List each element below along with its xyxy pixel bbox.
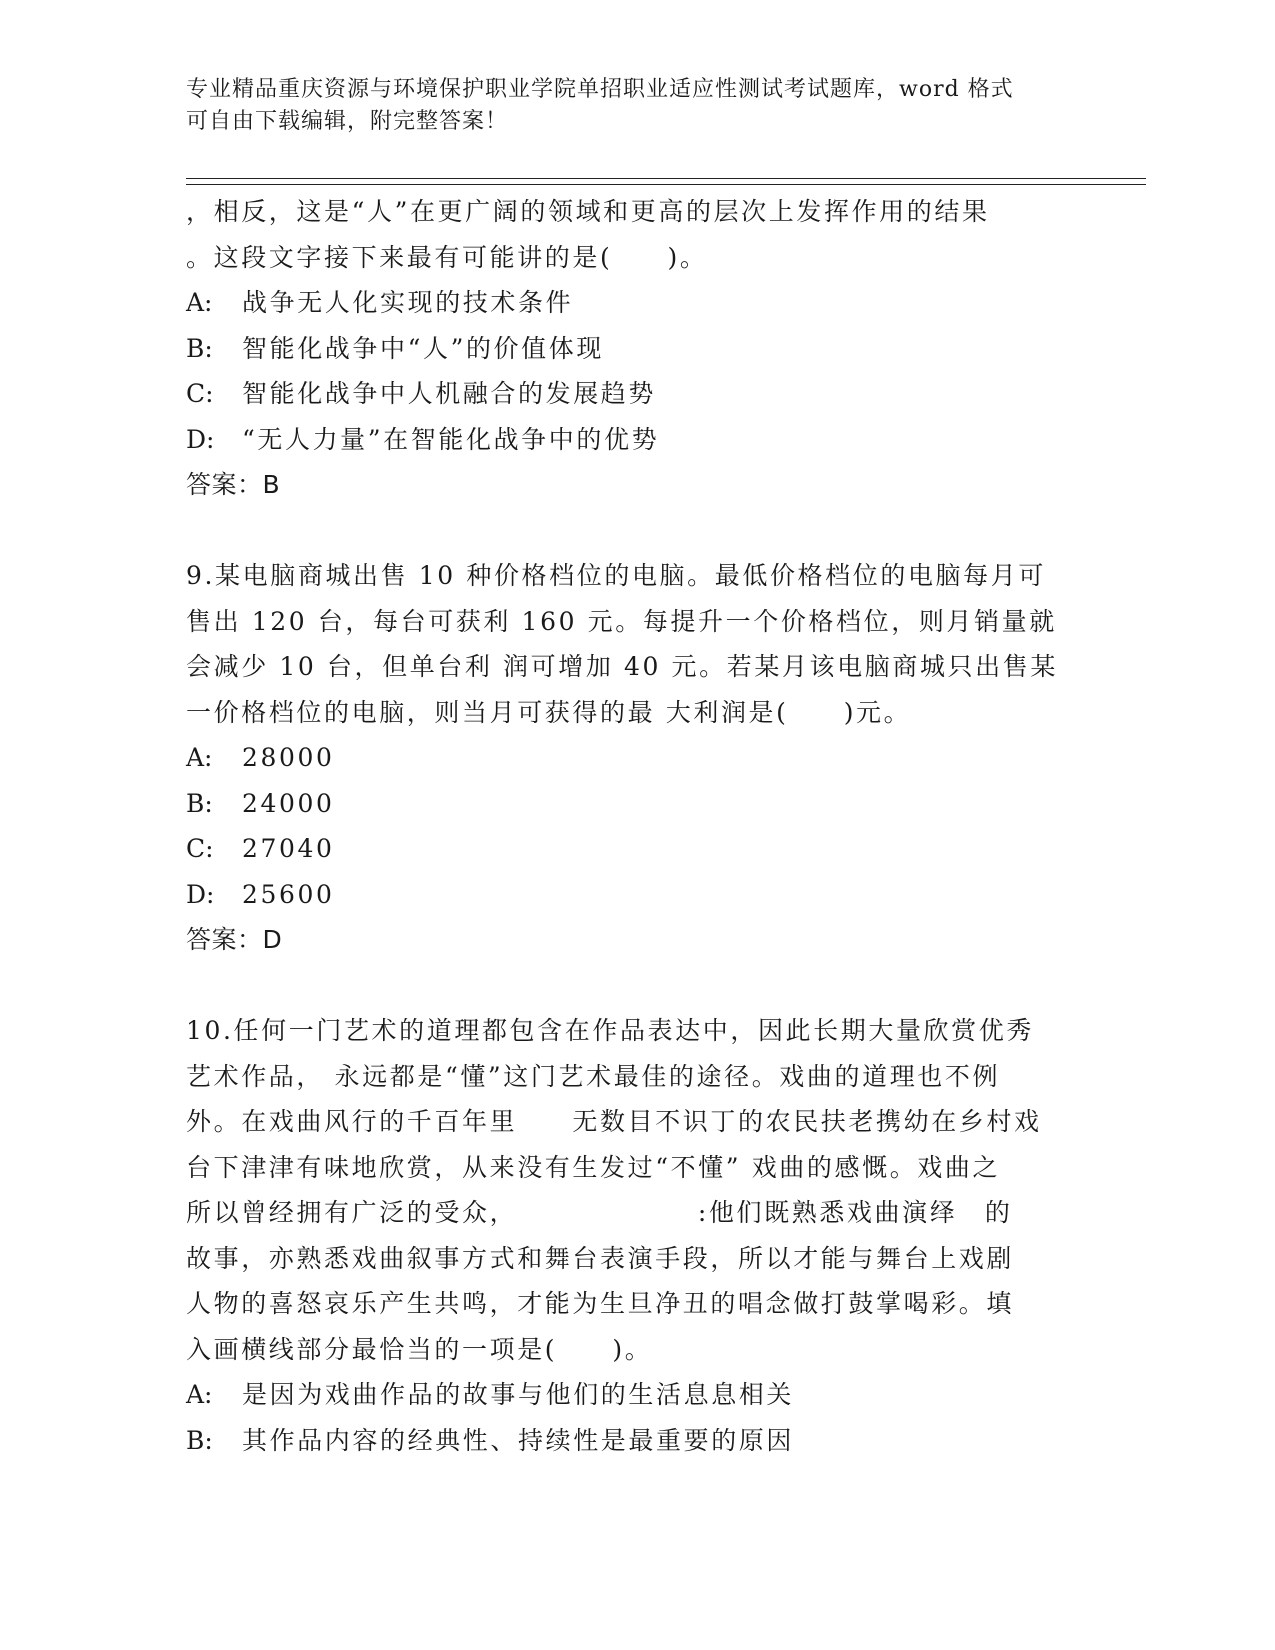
option-label: C: xyxy=(186,379,214,408)
question-text-line: ，相反，这是“人”在更广阔的领域和更高的层次上发挥作用的结果 xyxy=(186,197,990,226)
option-label: A: xyxy=(186,288,213,317)
document-body xyxy=(186,189,1066,1463)
question-text-line: 外。在戏曲风行的千百年里 无数目不识丁的农民扶老携幼在乡村戏 xyxy=(186,1107,1042,1136)
question-text-line: 售出 120 台，每台可获利 160 元。每提升一个价格档位，则月销量就 xyxy=(186,606,1057,636)
question-text-line: 。这段文字接下来最有可能讲的是( )。 xyxy=(186,242,708,272)
option-d xyxy=(186,872,1066,918)
question-text-line: 艺术作品， 永远都是“懂”这门艺术最佳的途径。戏曲的道理也不例 xyxy=(186,1061,1001,1091)
header-line-2: 可自由下载编辑，附完整答案！ xyxy=(186,109,509,134)
option-label: C: xyxy=(186,834,214,863)
spacer xyxy=(186,963,1066,1009)
option-text: 25600 xyxy=(242,879,335,909)
option-label: B: xyxy=(186,333,213,363)
option-label: D: xyxy=(186,879,215,909)
option-b xyxy=(186,326,1066,372)
option-label: A: xyxy=(186,1380,213,1409)
option-d xyxy=(186,417,1066,463)
question-text-line: 所以曾经拥有广泛的受众， :他们既熟悉戏曲演绎 的 xyxy=(186,1198,1013,1227)
question-text-line: 台下津津有味地欣赏，从来没有生发过“不懂” 戏曲的感慨。戏曲之 xyxy=(186,1152,1001,1182)
question-text-line: 9.某电脑商城出售 10 种价格档位的电脑。最低价格档位的电脑每月可 xyxy=(186,561,1046,590)
option-label: D: xyxy=(186,424,215,454)
question-8 xyxy=(186,189,1066,508)
option-text: 其作品内容的经典性、持续性是最重要的原因 xyxy=(242,1425,795,1455)
option-a xyxy=(186,735,1066,781)
question-text-line: 人物的喜怒哀乐产生共鸣，才能为生旦净丑的唱念做打鼓掌喝彩。填 xyxy=(186,1289,1015,1318)
question-9 xyxy=(186,553,1066,963)
option-label: B: xyxy=(186,1425,213,1455)
option-text: 智能化战争中人机融合的发展趋势 xyxy=(242,379,657,408)
option-c xyxy=(186,371,1066,417)
option-text: 战争无人化实现的技术条件 xyxy=(242,288,574,317)
option-b xyxy=(186,1418,1066,1464)
header-divider xyxy=(186,178,1146,185)
option-text: 24000 xyxy=(242,788,335,818)
option-a xyxy=(186,280,1066,326)
option-a xyxy=(186,1372,1066,1418)
option-text: 智能化战争中“人”的价值体现 xyxy=(242,333,604,363)
question-text-line: 一价格档位的电脑，则当月可获得的最 大利润是( )元。 xyxy=(186,697,912,727)
answer-line: 答案：B xyxy=(186,470,281,499)
question-10 xyxy=(186,1008,1066,1463)
option-b xyxy=(186,781,1066,827)
question-text-line: 会减少 10 台，但单台利 润可增加 40 元。若某月该电脑商城只出售某 xyxy=(186,652,1058,681)
question-text-line: 故事，亦熟悉戏曲叙事方式和舞台表演手段，所以才能与舞台上戏剧 xyxy=(186,1243,1015,1273)
option-text: 27040 xyxy=(242,834,335,863)
page-header xyxy=(186,74,1066,138)
answer-line: 答案：D xyxy=(186,925,283,954)
option-text: “无人力量”在智能化战争中的优势 xyxy=(242,424,660,454)
option-label: A: xyxy=(186,743,213,772)
question-text-line: 10.任何一门艺术的道理都包含在作品表达中，因此长期大量欣赏优秀 xyxy=(186,1016,1034,1045)
option-c xyxy=(186,826,1066,872)
option-text: 是因为戏曲作品的故事与他们的生活息息相关 xyxy=(242,1380,795,1409)
option-label: B: xyxy=(186,788,213,818)
option-text: 28000 xyxy=(242,743,335,772)
header-line-1: 专业精品重庆资源与环境保护职业学院单招职业适应性测试考试题库，word 格式 xyxy=(186,77,1014,102)
spacer xyxy=(186,508,1066,554)
question-text-line: 入画横线部分最恰当的一项是( )。 xyxy=(186,1334,653,1364)
